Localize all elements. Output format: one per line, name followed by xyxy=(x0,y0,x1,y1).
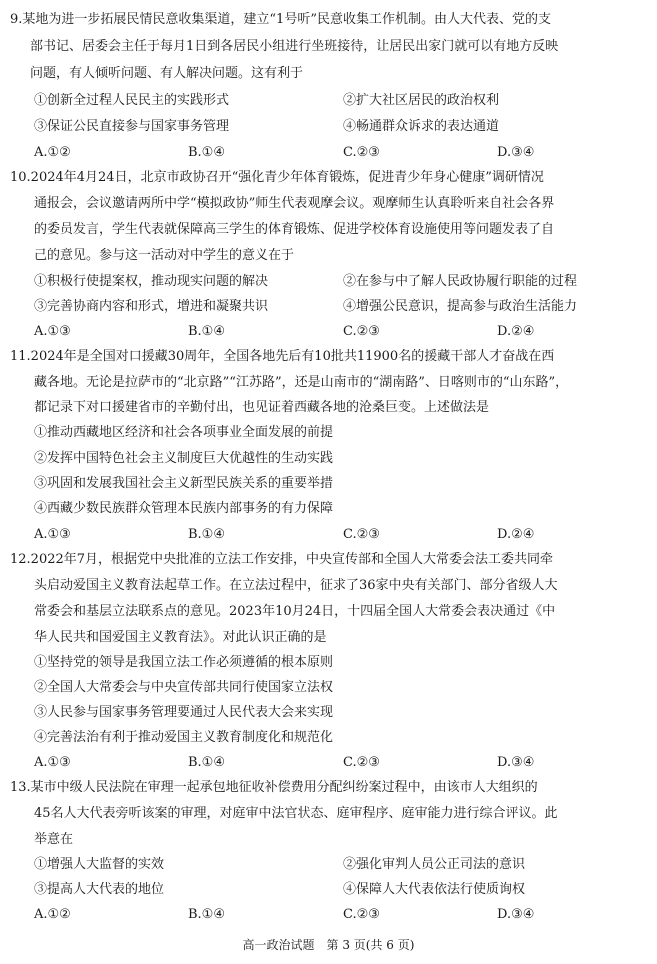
choice-4: ④西藏少数民族群众管理本民族内部事务的有力保障 xyxy=(34,501,334,516)
question-stem-line: 10.2024年4月24日，北京市政协召开“强化青少年体育锻炼，促进青少年身心健康”调研情况 xyxy=(10,170,544,185)
choice-4: ④保障人大代表依法行使质询权 xyxy=(343,882,526,897)
answer-option-d[interactable]: D.②④ xyxy=(497,324,535,339)
answer-option-c[interactable]: C.②③ xyxy=(343,755,380,770)
choice-2: ②在参与中了解人民政协履行职能的过程 xyxy=(343,274,578,289)
answer-option-c[interactable]: C.②③ xyxy=(343,324,380,339)
answer-option-d[interactable]: D.②④ xyxy=(497,527,535,542)
choice-2: ②全国人大常委会与中央宣传部共同行使国家立法权 xyxy=(34,680,334,695)
question-stem-line: 举意在 xyxy=(34,832,74,847)
question-stem-line: 问题，有人倾听问题、有人解决问题。这有利于 xyxy=(30,66,304,81)
choice-3: ③巩固和发展我国社会主义新型民族关系的重要举措 xyxy=(34,476,334,491)
choice-4: ④畅通群众诉求的表达通道 xyxy=(343,119,500,134)
answer-option-c[interactable]: C.②③ xyxy=(343,907,380,922)
question-stem-line: 常委会和基层立法联系点的意见。2023年10月24日，十四届全国人大常委会表决通过《中 xyxy=(34,604,556,619)
answer-option-c[interactable]: C.②③ xyxy=(343,527,380,542)
choice-1: ①积极行使提案权，推动现实问题的解决 xyxy=(34,274,269,289)
answer-option-a[interactable]: A.①③ xyxy=(34,527,71,542)
choice-4: ④增强公民意识，提高参与政治生活能力 xyxy=(343,299,578,314)
choice-1: ①推动西藏地区经济和社会各项事业全面发展的前提 xyxy=(34,425,334,440)
choice-1: ①增强人大监督的实效 xyxy=(34,857,165,872)
answer-option-b[interactable]: B.①④ xyxy=(188,755,225,770)
question-stem-line: 的委员发言，学生代表就保障高三学生的体育锻炼、促进学校体育设施使用等问题发表了自 xyxy=(34,222,555,237)
choice-1: ①创新全过程人民民主的实践形式 xyxy=(34,93,230,108)
answer-option-d[interactable]: D.③④ xyxy=(497,145,535,160)
question-stem-line: 11.2024年是全国对口援藏30周年，全国各地先后有10批共11900名的援藏干部人才奋战在西 xyxy=(10,349,555,364)
question-stem-line: 都记录下对口援建省市的辛勤付出，也见证着西藏各地的沧桑巨变。上述做法是 xyxy=(34,400,490,415)
question-stem-line: 45名人大代表旁听该案的审理，对庭审中法官状态、庭审程序、庭审能力进行综合评议。此 xyxy=(34,806,558,821)
answer-option-a[interactable]: A.①③ xyxy=(34,324,71,339)
choice-3: ③提高人大代表的地位 xyxy=(34,882,165,897)
answer-option-b[interactable]: B.①④ xyxy=(188,907,225,922)
answer-option-d[interactable]: D.③④ xyxy=(497,907,535,922)
answer-option-a[interactable]: A.①② xyxy=(34,907,71,922)
answer-option-b[interactable]: B.①④ xyxy=(188,527,225,542)
question-stem-line: 通报会，会议邀请两所中学“模拟政协”师生代表观摩会议。观摩师生认真聆听来自社会各界 xyxy=(34,196,555,211)
question-stem-line: 藏各地。无论是拉萨市的“北京路”“江苏路”，还是山南市的“湖南路”、日喀则市的“山东路”， xyxy=(34,375,569,390)
answer-option-b[interactable]: B.①④ xyxy=(188,324,225,339)
answer-option-c[interactable]: C.②③ xyxy=(343,145,380,160)
choice-2: ②发挥中国特色社会主义制度巨大优越性的生动实践 xyxy=(34,451,334,466)
choice-3: ③保证公民直接参与国家事务管理 xyxy=(34,119,230,134)
question-stem-line: 12.2022年7月，根据党中央批准的立法工作安排，中央宣传部和全国人大常委会法工委共同牵 xyxy=(10,552,554,567)
choice-3: ③人民参与国家事务管理要通过人民代表大会来实现 xyxy=(34,705,334,720)
choice-1: ①坚持党的领导是我国立法工作必须遵循的根本原则 xyxy=(34,655,334,670)
choice-4: ④完善法治有利于推动爱国主义教育制度化和规范化 xyxy=(34,730,334,745)
page-footer: 高一政治试题 第 3 页(共 6 页) xyxy=(242,938,415,952)
question-stem-line: 部书记、居委会主任于每月1日到各居民小组进行坐班接待，让居民出家门就可以有地方反映 xyxy=(30,39,559,54)
question-stem-line: 9.某地为进一步拓展民情民意收集渠道，建立“1号听”民意收集工作机制。由人大代表、党的支 xyxy=(10,12,551,27)
choice-3: ③完善协商内容和形式，增进和凝聚共识 xyxy=(34,299,269,314)
answer-option-b[interactable]: B.①④ xyxy=(188,145,225,160)
answer-option-a[interactable]: A.①③ xyxy=(34,755,71,770)
question-stem-line: 己的意见。参与这一活动对中学生的意义在于 xyxy=(34,248,295,263)
choice-2: ②扩大社区居民的政治权利 xyxy=(343,93,500,108)
question-stem-line: 13.某市中级人民法院在审理一起承包地征收补偿费用分配纠纷案过程中，由该市人大组织的 xyxy=(10,780,538,795)
answer-option-d[interactable]: D.③④ xyxy=(497,755,535,770)
answer-option-a[interactable]: A.①② xyxy=(34,145,71,160)
choice-2: ②强化审判人员公正司法的意识 xyxy=(343,857,526,872)
question-stem-line: 头启动爱国主义教育法起草工作。在立法过程中，征求了36家中央有关部门、部分省级人大 xyxy=(34,578,558,593)
question-stem-line: 华人民共和国爱国主义教育法》。对此认识正确的是 xyxy=(34,630,327,645)
